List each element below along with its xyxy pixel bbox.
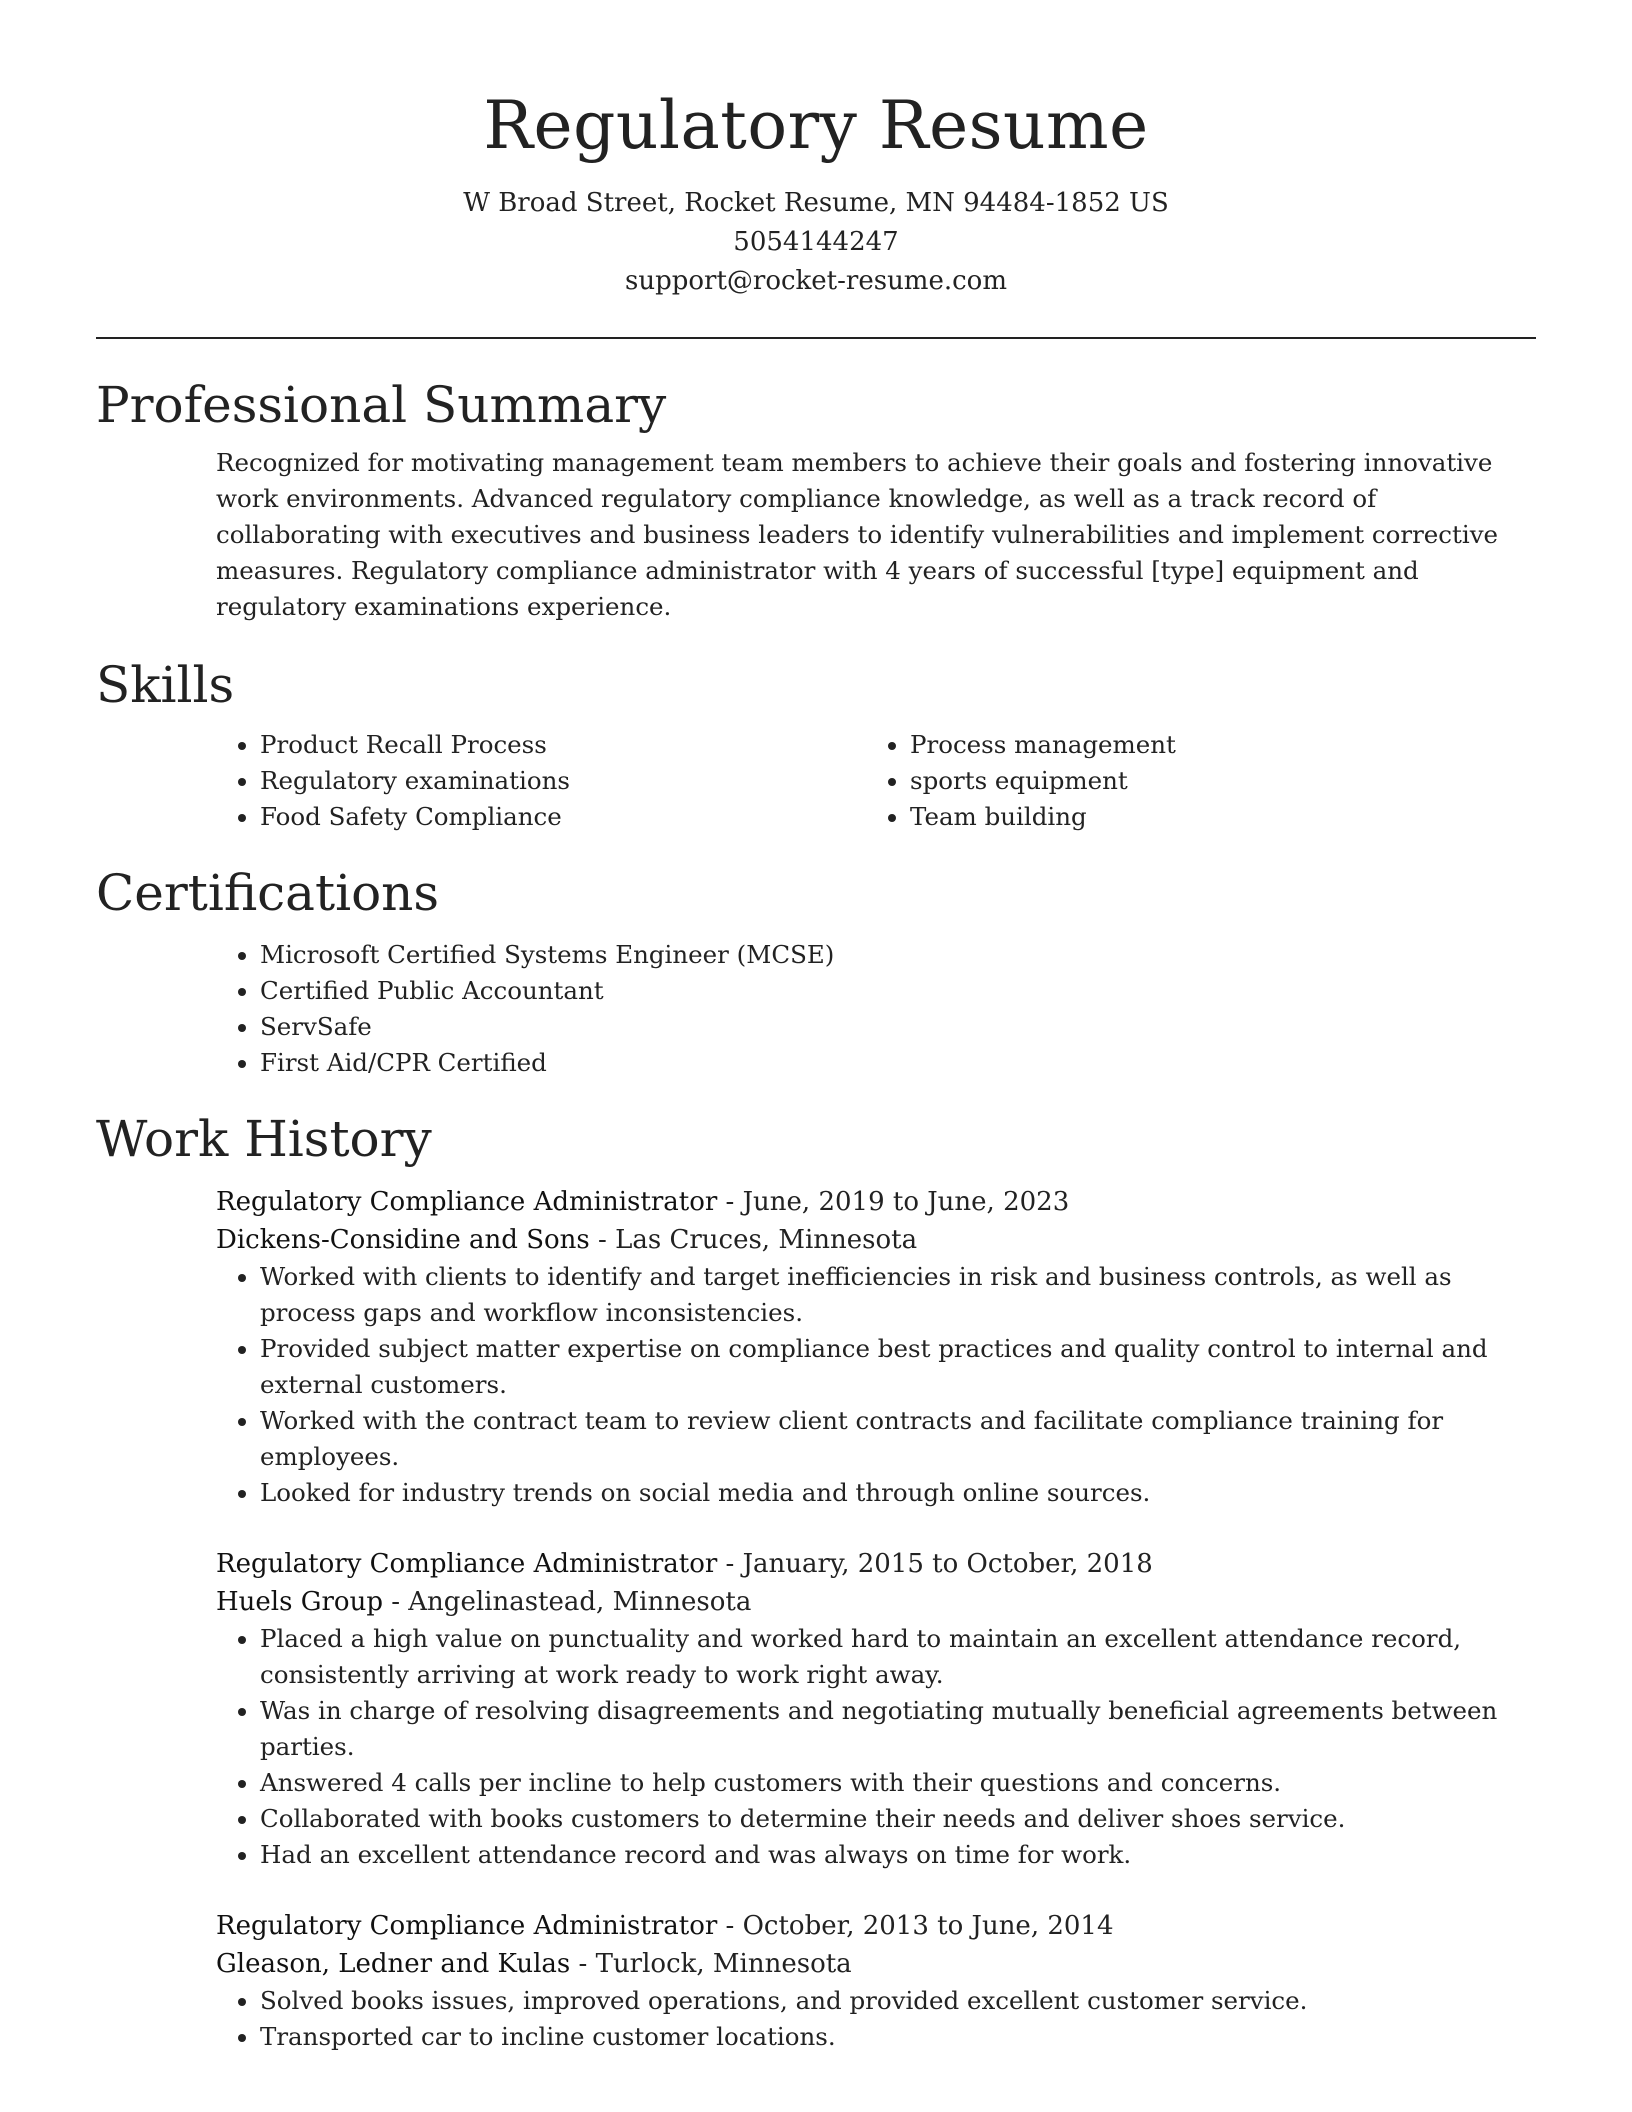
job-bullet: • Provided subject matter expertise on compliance best practices and quality control to internal and external customers. — [260, 1331, 1536, 1403]
skill-item: • Process management — [910, 727, 1516, 763]
work-history-section — [96, 1109, 1536, 2055]
job-company-line — [216, 1945, 1536, 1983]
skills-column-right — [866, 727, 1516, 835]
certifications-title: Certifications — [96, 864, 440, 922]
job-title: Regulatory Compliance Administrator — [216, 1549, 718, 1579]
job-dates: - October, 2013 to June, 2014 — [717, 1911, 1114, 1941]
job-bullet: • Was in charge of resolving disagreements and negotiating mutually beneficial agreements between parties. — [260, 1693, 1536, 1765]
skills-column-left — [216, 727, 866, 835]
job-title-line — [216, 1907, 1536, 1945]
job-company: Huels Group — [216, 1587, 383, 1617]
resume-name: Regulatory Resume — [483, 87, 1149, 164]
job-company-line — [216, 1583, 1536, 1621]
summary-title: Professional Summary — [96, 376, 667, 434]
contact-address: W Broad Street, Rocket Resume, MN 94484-1852 US — [463, 188, 1169, 218]
job-title-line — [216, 1545, 1536, 1583]
job-bullet: • Worked with clients to identify and target inefficiencies in risk and business controls, as well as process gaps and workflow inconsistencies. — [260, 1259, 1536, 1331]
job-bullet: • Transported car to incline customer locations. — [260, 2019, 1536, 2055]
skill-item: • Food Safety Compliance — [260, 799, 866, 835]
certification-item: • ServSafe — [260, 1009, 1536, 1045]
certifications-list — [216, 937, 1536, 1081]
header-divider — [96, 337, 1536, 339]
summary-text: Recognized for motivating management team members to achieve their goals and fostering innovative work environments. Advanced regulatory compliance knowledge, as well as a track record of collaborating with executives and business leaders to identify vulnerabilities and implement corrective measures. Regulatory compliance administrator with 4 years of successful [type] equipment and regulatory examinations experience. — [216, 448, 1499, 621]
skill-item: • Team building — [910, 799, 1516, 835]
job-bullets — [216, 1983, 1536, 2055]
skills-section — [96, 655, 1536, 835]
certification-item: • Certified Public Accountant — [260, 973, 1536, 1009]
job-dates: - June, 2019 to June, 2023 — [717, 1187, 1070, 1217]
job-entry — [216, 1907, 1536, 2055]
job-dates: - January, 2015 to October, 2018 — [717, 1549, 1153, 1579]
job-bullets — [216, 1259, 1536, 1511]
summary-section — [96, 375, 1536, 625]
job-location: - Turlock, Minnesota — [570, 1949, 852, 1979]
job-bullet: • Looked for industry trends on social media and through online sources. — [260, 1475, 1536, 1511]
job-bullet: • Solved books issues, improved operations, and provided excellent customer service. — [260, 1983, 1536, 2019]
job-title-line — [216, 1183, 1536, 1221]
job-entry — [216, 1545, 1536, 1873]
job-entry — [216, 1183, 1536, 1511]
job-bullet: • Worked with the contract team to review client contracts and facilitate compliance training for employees. — [260, 1403, 1536, 1475]
contact-email: support@rocket-resume.com — [624, 266, 1007, 296]
job-title: Regulatory Compliance Administrator — [216, 1911, 718, 1941]
skills-title: Skills — [96, 656, 235, 714]
skill-item: • Regulatory examinations — [260, 763, 866, 799]
contact-phone: 5054144247 — [733, 227, 899, 257]
job-location: - Angelinastead, Minnesota — [382, 1587, 752, 1617]
job-location: - Las Cruces, Minnesota — [589, 1225, 918, 1255]
job-bullet: • Answered 4 calls per incline to help customers with their questions and concerns. — [260, 1765, 1536, 1801]
job-company-line — [216, 1221, 1536, 1259]
job-bullet: • Collaborated with books customers to determine their needs and deliver shoes service. — [260, 1801, 1536, 1837]
contact-info — [96, 184, 1536, 301]
skills-grid — [216, 727, 1536, 835]
certification-item: • Microsoft Certified Systems Engineer (MCSE) — [260, 937, 1536, 973]
work-history-title: Work History — [96, 1110, 432, 1168]
job-bullets — [216, 1621, 1536, 1873]
job-title: Regulatory Compliance Administrator — [216, 1187, 718, 1217]
resume-header — [96, 0, 1536, 301]
certifications-list-wrap — [216, 937, 1536, 1081]
resume-page — [96, 0, 1536, 2055]
certification-item: • First Aid/CPR Certified — [260, 1045, 1536, 1081]
job-bullet: • Had an excellent attendance record and was always on time for work. — [260, 1837, 1536, 1873]
skill-item: • Product Recall Process — [260, 727, 866, 763]
job-company: Dickens-Considine and Sons — [216, 1225, 590, 1255]
job-company: Gleason, Ledner and Kulas — [216, 1949, 571, 1979]
skill-item: • sports equipment — [910, 763, 1516, 799]
certifications-section — [96, 863, 1536, 1081]
job-bullet: • Placed a high value on punctuality and worked hard to maintain an excellent attendance record, consistently arriving at work ready to work right away. — [260, 1621, 1536, 1693]
